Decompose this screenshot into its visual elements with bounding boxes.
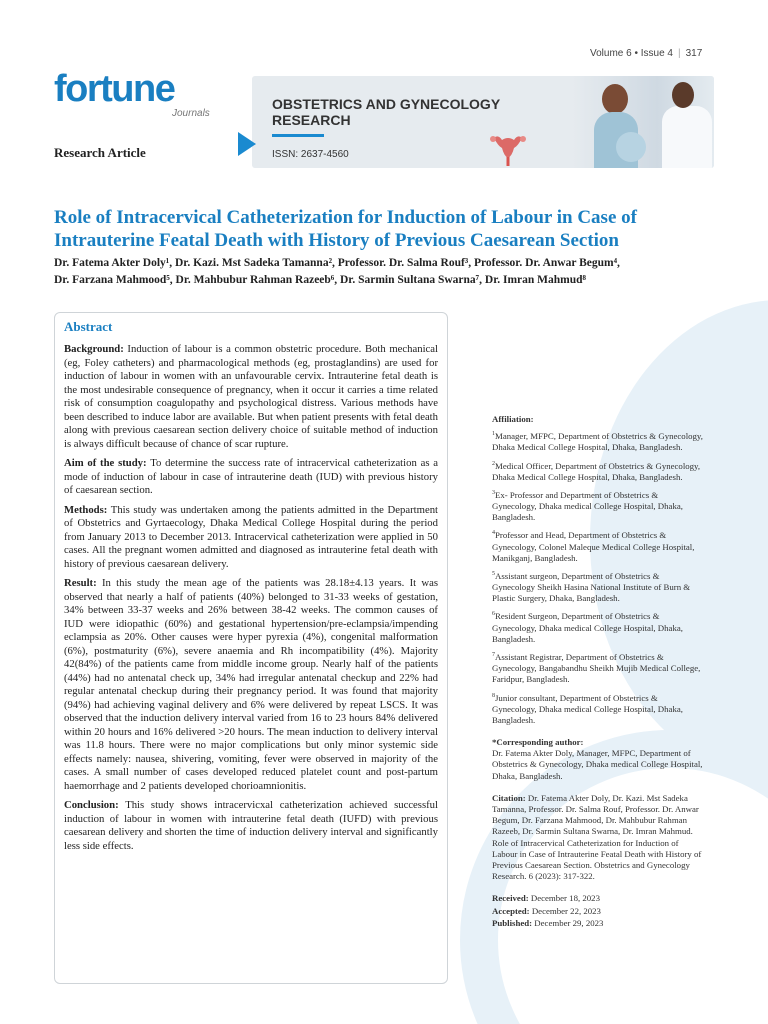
section-text: This study shows intracervicxal catheterization achieved successful induction of labour in women with intrauterine fetal death (IUFD) with previous caesarean delivery and shorten the time of induction delivery interval and significantly less side effects. xyxy=(64,799,438,852)
section-label: Conclusion: xyxy=(64,799,119,811)
published-date: Published: December 29, 2023 xyxy=(492,917,604,928)
authors-line1: Dr. Fatema Akter Doly¹, Dr. Kazi. Mst Sadeka Tamanna², Professor. Dr. Salma Rouf³, Professor. Dr. Anwar Begum⁴, xyxy=(54,257,620,269)
doctor-figure-coat xyxy=(662,106,712,168)
section-text: Induction of labour is a common obstetric procedure. Both mechanical (eg, Foley catheters) and pharmacological methods (eg, prostaglandins) are used for induction of labour in women with an unfavourable cervix. Intrauterine fetal death is the most undesirable consequence of pregnancy, when it occur it carries a time related risk of consumption coagulopathy and psychological distress. Various methods have been described to induce labor are available. But when patient presents with fetal death along with previous caesarean section delivery choice of suitable method of induction is always difficult because of chance of scar rupture. xyxy=(64,343,438,450)
article-title: Role of Intracervical Catheterization for Induction of Labour in Case of Intrauterine Featal Death with History of Previous Caesarean Section xyxy=(54,207,637,251)
issn-label: ISSN: 2637-4560 xyxy=(272,149,349,160)
section-label: Background: xyxy=(64,343,124,355)
affiliation-heading: Affiliation: xyxy=(492,414,534,424)
citation-block xyxy=(492,793,704,883)
citation-text: Dr. Fatema Akter Doly, Dr. Kazi. Mst Sadeka Tamanna, Professor. Dr. Salma Rouf, Professor. Dr. Anwar Begum, Dr. Farzana Mahmood, Dr. Mahbubur Rahman Razeeb, Dr. Sarmin Sultana Swarna, Dr. Imran Mahmud. Role of Intracervical Catheterization for Induction of Labour in Case of Intrauterine Featal Death with History of Previous Caesarean Section. Obstetrics and Gynecology Research. 6 (2023): 317-322. xyxy=(492,792,702,882)
affiliation-item: $^4$Professor and Head, Department of Obstetrics & Gynecology, Colonel Maleque Medical College Hospital, Manikganj, Bangladesh. xyxy=(492,530,695,563)
logo-subtitle: Journals xyxy=(172,108,210,119)
uterus-icon xyxy=(488,132,528,168)
logo-wordmark: fortune xyxy=(54,68,175,110)
affiliation-item: $^1$Manager, MFPC, Department of Obstetrics & Gynecology, Dhaka Medical College Hospital, Dhaka, Bangladesh. xyxy=(492,431,703,453)
patient-figure-head xyxy=(602,84,628,114)
corresponding-author xyxy=(492,737,704,782)
abstract-conclusion xyxy=(64,799,438,853)
affiliation-item: $^7$Assistant Registrar, Department of Obstetrics & Gynecology, Bangabandhu Sheikh Mujib Medical College, Faridpur, Bangladesh. xyxy=(492,651,701,685)
journal-name xyxy=(272,96,532,128)
received-date: Received: December 18, 2023 xyxy=(492,893,600,904)
accepted-date: Accepted: December 22, 2023 xyxy=(492,905,601,916)
volume-issue-label xyxy=(590,48,702,59)
journal-name-line2: RESEARCH xyxy=(272,112,351,128)
section-label: Aim of the study: xyxy=(64,457,147,469)
journal-banner xyxy=(252,76,714,168)
page-number: 317 xyxy=(685,48,703,59)
authors-line2: Dr. Farzana Mahmood⁵, Dr. Mahbubur Rahman Razeeb⁶, Dr. Sarmin Sultana Swarna⁷, Dr. Imran Mahmud⁸ xyxy=(54,274,586,286)
abstract-box xyxy=(54,312,448,984)
banner-photo xyxy=(572,76,714,168)
separator: | xyxy=(678,48,681,59)
abstract-aim xyxy=(64,457,438,498)
doctor-figure-head xyxy=(672,82,694,108)
journal-logo xyxy=(54,68,210,125)
citation-label: Citation: xyxy=(492,792,526,803)
volume-issue: Volume 6 • Issue 4 xyxy=(590,48,673,59)
affiliation-item: $^5$Assistant surgeon, Department of Obstetrics & Gynecology Sheikh Hasina National Institute of Burn & Plastic Surgery, Dhaka, Bangladesh. xyxy=(492,570,691,604)
section-label: Methods: xyxy=(64,503,108,516)
abstract-heading: Abstract xyxy=(64,319,113,334)
patient-figure-belly xyxy=(616,132,646,162)
affiliation-item: $^2$Medical Officer, Department of Obstetrics & Gynecology, Dhaka Medical College Hospital, Dhaka, Bangladesh. xyxy=(492,460,701,482)
article-info-sidebar xyxy=(492,414,704,930)
abstract-result xyxy=(64,577,438,793)
abstract-background xyxy=(64,343,438,451)
banner-arrow-icon xyxy=(238,132,256,156)
section-text: In this study the mean age of the patients was 28.18±4.13 years. It was observed that nearly a half of patients (40%) belonged to 31-33 weeks of gestation, 34% between 33-37 weeks and 26% between 38-42 weeks. The common causes of IUD were idiopathic (60%) and gestational hypertension/pre-eclampsia/impending eclampsia as 20%. Other causes were hyper pyrexia (4%), congenital malformation (6%), postmaturity (6%), severe anaemia and Rh incompatibility (4%). Majority 42(84%) of the patients came from middle income group. Nearly half of the patients (44%) had no antenatal check up, 34% had irregular antenatal checkup and 22% had regular antenatal checkup during their pregnancy period. It was found that majority (94%) had achieving vaginal delivery and 6% were delivered by repeat LSCS. It was observed that the induction delivery interval varied from 16 to 23 hours 84% delivered within 20 hours and 16% delivered >20 hours. The mean induction to delivery interval was 11.8 hours. There were no major complications but only minor systemic side effects namely: nausea, shivering, vomiting, fever were observed in majority of the cases. A small number of cases developed reduced platelet count and post-partum haemorrhage and 2 patients developed chorioamnionitis. xyxy=(64,577,438,792)
dates-block xyxy=(492,893,704,929)
corresponding-text: Dr. Fatema Akter Doly, Manager, MFPC, Department of Obstetrics & Gynecology, Dhaka medical College Hospital, Dhaka, Bangladesh. xyxy=(492,748,703,781)
article-type-label: Research Article xyxy=(54,145,146,160)
affiliation-item: $^3$Ex- Professor and Department of Obstetrics & Gynecology, Dhaka medical College Hospital, Dhaka, Bangladesh. xyxy=(492,489,683,523)
abstract-methods xyxy=(64,504,438,572)
section-text: This study was undertaken among the patients admitted in the Department of Obstetrics and Gyrtaecology, Dhaka Medical College Hospital during the period from January 2013 to December 2013. Intracervical catheterization were applied in 50 cases. All the pregnant women admitted and diagnosed as intrauterine fetal death with history of previous caesarean delivery. xyxy=(64,503,439,570)
author-list xyxy=(54,255,714,289)
journal-name-line1: OBSTETRICS AND GYNECOLOGY xyxy=(272,96,501,112)
affiliation-item: $^8$Junior consultant, Department of Obstetrics & Gynecology, Dhaka medical College Hospital, Dhaka, Bangladesh. xyxy=(492,692,683,725)
corresponding-heading: *Corresponding author: xyxy=(492,737,584,748)
section-text: To determine the success rate of intracervical catheterization as a mode of induction of labour in case of intrauterine death (IUD) with previous history of caesarean section. xyxy=(64,457,439,496)
affiliation-item: $^6$Resident Surgeon, Department of Obstetrics & Gynecology, Dhaka medical College Hospital, Dhaka, Bangladesh. xyxy=(492,611,683,644)
section-label: Result: xyxy=(64,577,97,589)
banner-accent-line xyxy=(272,134,324,137)
